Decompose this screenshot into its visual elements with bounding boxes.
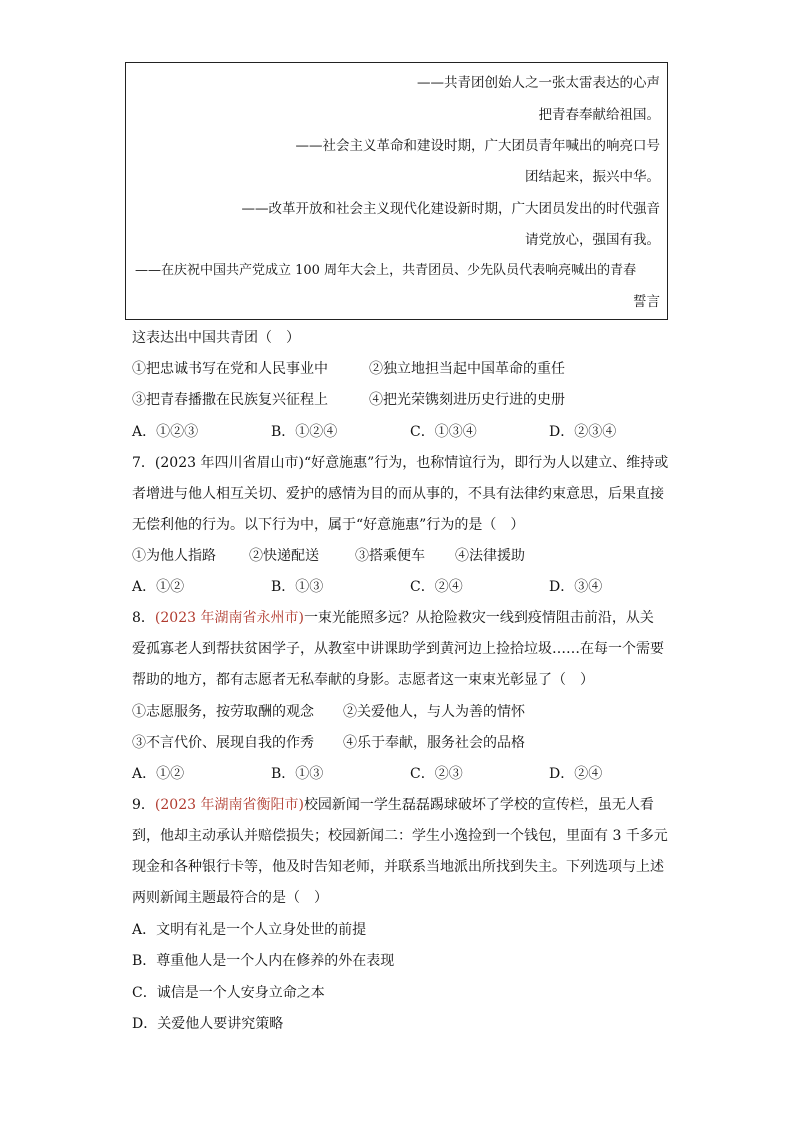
q9-line-4: 两则新闻主题最符合的是（ ） bbox=[132, 890, 328, 906]
q6-item-2: ②独立地担当起中国革命的重任 bbox=[369, 361, 565, 377]
q7-line-3: 无偿利他的行为。以下行为中，属于“好意施惠”行为的是（ ） bbox=[132, 517, 525, 533]
q9-line-2: 到，他却主动承认并赔偿损失；校园新闻二：学生小逸捡到一个钱包，里面有 3 千多元 bbox=[132, 828, 668, 844]
question-text: “好意施惠”行为，也称情谊行为，即行为人以建立、维持或 bbox=[303, 455, 669, 471]
q8-line-2: 爱孤寡老人到帮扶贫困学子，从教室中讲课助学到黄河边上捡拾垃圾……在每一个需要 bbox=[132, 641, 664, 657]
q8-choice-d: D．②④ bbox=[549, 766, 603, 782]
q7-item-4: ④法律援助 bbox=[455, 548, 525, 564]
q6-choice-b: B．①②④ bbox=[271, 424, 338, 440]
quote-line: 请党放心，强国有我。 bbox=[525, 232, 660, 248]
q6-item-4: ④把光荣镌刻进历史行进的史册 bbox=[369, 392, 565, 408]
q6-choice-c: C．①③④ bbox=[410, 424, 477, 440]
q8-choice-a: A．①② bbox=[132, 766, 185, 782]
q6-choice-a: A．①②③ bbox=[132, 424, 199, 440]
q9-choice-d: D．关爱他人要讲究策略 bbox=[132, 1016, 284, 1032]
q9-choice-b: B．尊重他人是一个人内在修养的外在表现 bbox=[132, 953, 395, 969]
q9-choice-a: A．文明有礼是一个人立身处世的前提 bbox=[132, 922, 367, 938]
q7-item-1: ①为他人指路 bbox=[132, 548, 216, 564]
question-source: (2023 年湖南省永州市) bbox=[154, 610, 304, 626]
question-text: 校园新闻一学生磊磊踢球破坏了学校的宣传栏，虽无人看 bbox=[303, 797, 654, 813]
q8-item-3: ③不言代价、展现自我的作秀 bbox=[132, 735, 314, 751]
q7-line-2: 者增进与他人相互关切、爱护的感情为目的而从事的，不具有法律约束意思，后果直接 bbox=[132, 486, 664, 502]
q7-item-3: ③搭乘便车 bbox=[355, 548, 425, 564]
quote-line: 团结起来，振兴中华。 bbox=[525, 169, 660, 185]
quote-line: 把青春奉献给祖国。 bbox=[538, 107, 660, 123]
quote-line: ——在庆祝中国共产党成立 100 周年大会上，共青团员、少先队员代表响亮喊出的青春 bbox=[135, 263, 637, 278]
question-source: (2023 年湖南省衡阳市) bbox=[154, 797, 304, 813]
quote-line: ——共青团创始人之一张太雷表达的心声 bbox=[417, 75, 660, 91]
q8-choice-b: B．①③ bbox=[271, 766, 324, 782]
q8-item-2: ②关爱他人，与人为善的情怀 bbox=[343, 704, 525, 720]
q8-choice-c: C．②③ bbox=[410, 766, 463, 782]
q6-item-1: ①把忠诚书写在党和人民事业中 bbox=[132, 361, 328, 377]
q7-choice-b: B．①③ bbox=[271, 579, 324, 595]
question-number: 8． bbox=[132, 610, 155, 626]
q7-choice-d: D．③④ bbox=[549, 579, 603, 595]
question-source: (2023 年四川省眉山市) bbox=[154, 455, 304, 471]
q9-choice-c: C．诚信是一个人安身立命之本 bbox=[132, 985, 325, 1001]
quote-line: ——社会主义革命和建设时期，广大团员青年喊出的响亮口号 bbox=[295, 138, 660, 154]
question-text: 一束光能照多远？从抢险救灾一线到疫情阻击前沿，从关 bbox=[303, 610, 654, 626]
q7-line-1 bbox=[132, 455, 668, 472]
question-number: 7． bbox=[132, 455, 155, 471]
q6-item-3: ③把青春播撒在民族复兴征程上 bbox=[132, 392, 328, 408]
q7-choice-a: A．①② bbox=[132, 579, 185, 595]
q8-line-1 bbox=[132, 610, 654, 627]
q8-item-4: ④乐于奉献，服务社会的品格 bbox=[343, 735, 525, 751]
q8-item-1: ①志愿服务，按劳取酬的观念 bbox=[132, 704, 314, 720]
q7-item-2: ②快递配送 bbox=[249, 548, 319, 564]
quote-line: 誓言 bbox=[633, 294, 660, 310]
question-number: 9． bbox=[132, 797, 155, 813]
q6-choice-d: D．②③④ bbox=[549, 424, 617, 440]
q7-choice-c: C．②④ bbox=[410, 579, 463, 595]
quote-line: ——改革开放和社会主义现代化建设新时期，广大团员发出的时代强音 bbox=[241, 201, 660, 217]
q9-line-1 bbox=[132, 797, 654, 814]
q8-line-3: 帮助的地方，都有志愿者无私奉献的身影。志愿者这一束束光彰显了（ ） bbox=[132, 672, 594, 688]
q6-stem: 这表达出中国共青团（ ） bbox=[132, 330, 300, 346]
q9-line-3: 现金和各种银行卡等，他及时告知老师，并联系当地派出所找到失主。下列选项与上述 bbox=[132, 859, 664, 875]
quote-box bbox=[125, 62, 668, 320]
